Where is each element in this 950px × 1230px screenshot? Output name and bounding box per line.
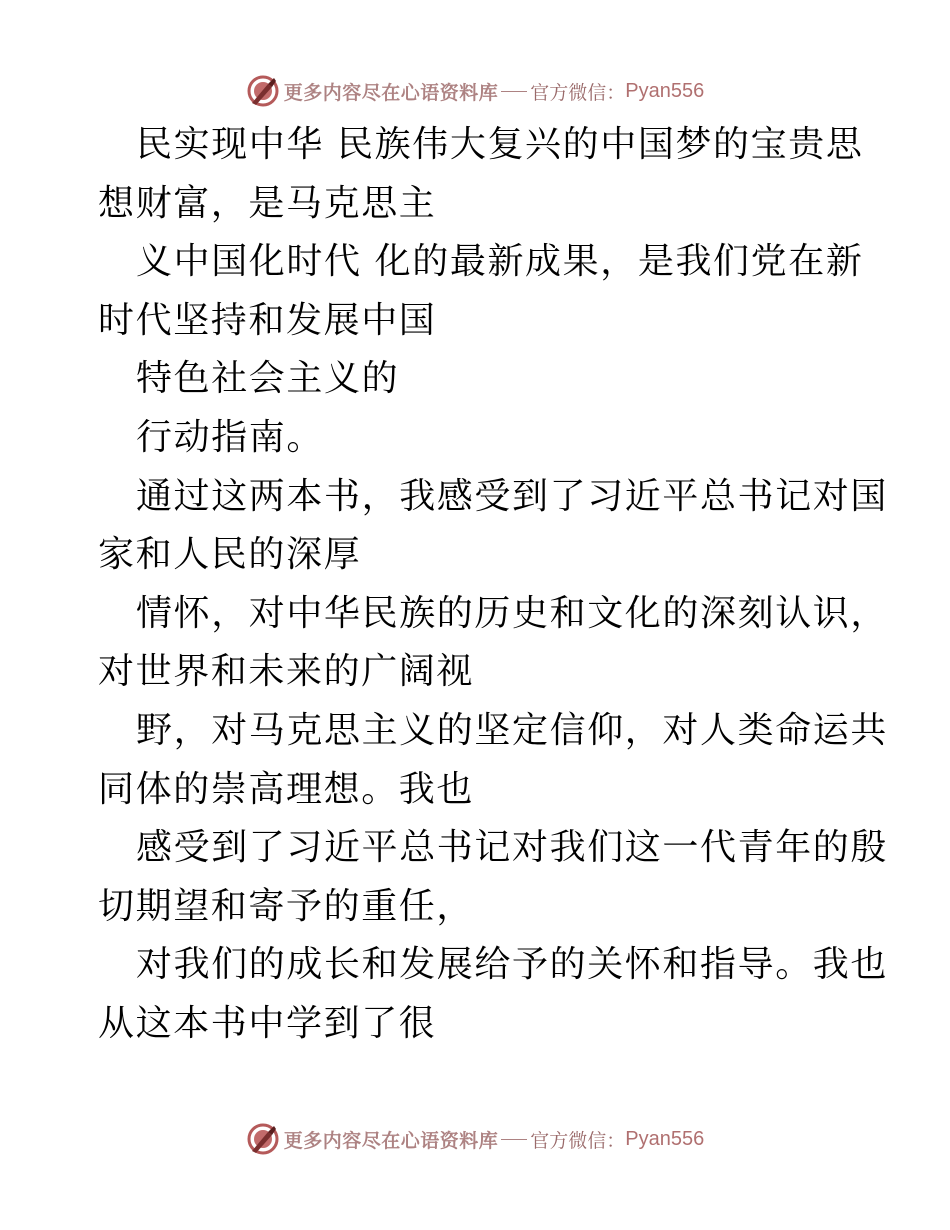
paragraph-4: 行动指南。 — [136, 416, 325, 458]
wechat-id: Pyan556 — [625, 79, 705, 102]
paragraph-8: 感受到了习近平总书记对我们这一代青年的殷切期望和寄予的重任， — [98, 827, 889, 927]
wechat-label: 官方微信： — [530, 1129, 626, 1152]
quill-logo-icon — [246, 1122, 280, 1156]
document-body — [98, 116, 898, 1054]
paragraph-6: 情怀，对中华民族的历史和文化的深刻认识，对世界和未来的广阔视 — [98, 592, 889, 693]
paragraph-1: 民实现中华 民族伟大复兴的中国梦的宝贵思想财富，是马克思主 — [98, 124, 864, 224]
header-watermark — [0, 71, 950, 111]
quill-logo-icon — [246, 74, 280, 108]
watermark-dash — [501, 91, 527, 92]
paragraph-7: 野，对马克思主义的坚定信仰，对人类命运共同体的崇高理想。我也 — [98, 709, 889, 810]
paragraph-5: 通过这两本书，我感受到了习近平总书记对国家和人民的深厚 — [98, 475, 889, 576]
paragraph-2: 义中国化时代 化的最新成果，是我们党在新时代坚持和发展中国 — [98, 241, 864, 341]
paragraph-9: 对我们的成长和发展给予的关怀和指导。我也从这本书中学到了很 — [98, 944, 889, 1044]
watermark-text: 更多内容尽在心语资料库 — [283, 81, 499, 104]
watermark-text: 更多内容尽在心语资料库 — [283, 1129, 499, 1152]
wechat-id: Pyan556 — [625, 1127, 705, 1150]
footer-watermark — [0, 1119, 950, 1159]
paragraph-3: 特色社会主义的 — [136, 358, 400, 400]
watermark-dash — [501, 1139, 527, 1140]
wechat-label: 官方微信： — [530, 81, 626, 104]
